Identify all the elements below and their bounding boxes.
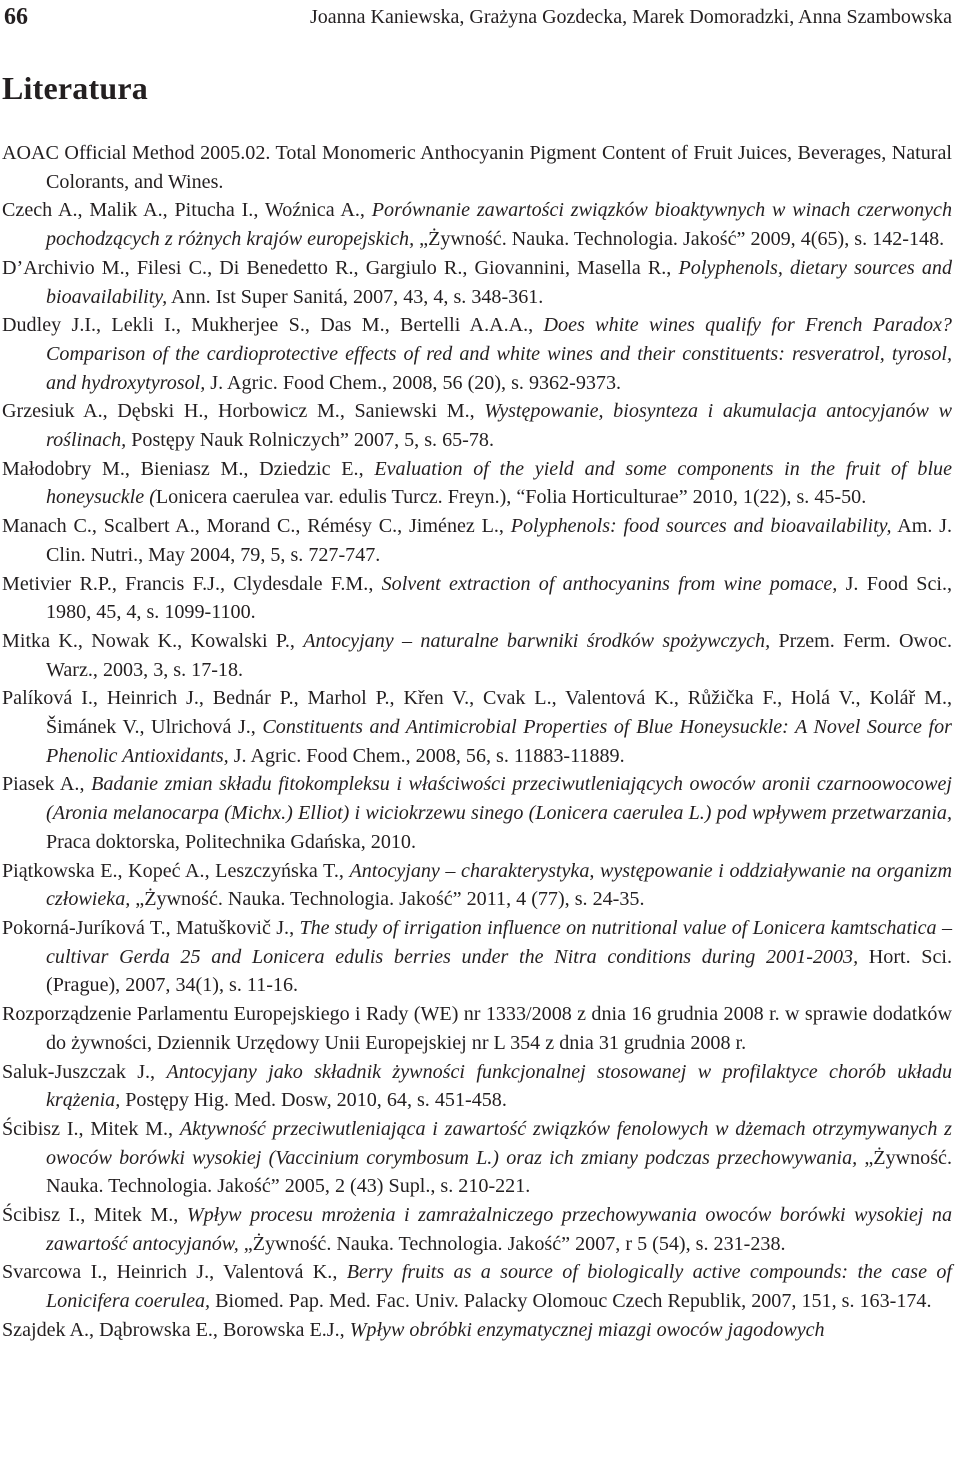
reference-authors: Saluk-Juszczak J., <box>2 1060 167 1083</box>
reference-title: Antocyjany – charakterystyka, występowanie i oddziaływanie na organizm człowieka, <box>46 859 952 911</box>
reference-item <box>2 254 952 311</box>
reference-title: Wpływ procesu mrożenia i zamrażalniczego przechowywania owoców borówki wysokiej na zawartość antocyjanów, <box>46 1204 952 1255</box>
reference-authors: Svarcowa I., Heinrich J., Valentová K., <box>2 1261 347 1284</box>
reference-title: Polyphenols, dietary sources and bioavailability, <box>46 256 953 308</box>
reference-authors: Małodobry M., Bieniasz M., Dziedzic E., <box>2 457 375 480</box>
reference-authors: Piątkowska E., Kopeć A., Leszczyńska T., <box>2 859 350 882</box>
reference-authors: Ścibisz I., Mitek M., <box>2 1204 187 1227</box>
reference-item <box>2 1316 952 1345</box>
reference-list <box>2 139 952 1345</box>
reference-source: „Żywność. Nauka. Technologia. Jakość” 2011, 4 (77), s. 24-35. <box>130 888 645 911</box>
reference-title: Badanie zmian składu fitokompleksu i właściwości przeciwutleniających owoców aronii czarnoowocowej (Aronia melanocarpa (Michx.) Elliot) i wiciokrzewu sinego (Lonicera caerulea L.) pod wpływem przetwarzania, <box>46 773 952 825</box>
reference-item <box>2 1201 952 1258</box>
reference-authors: Manach C., Scalbert A., Morand C., Rémésy C., Jiménez L., <box>2 515 511 538</box>
reference-title: Constituents and Antimicrobial Properties of Blue Honeysuckle: A Novel Source for Phenolic Antioxidants, <box>46 716 952 767</box>
reference-item <box>2 770 952 856</box>
reference-title: Wpływ obróbki enzymatycznej miazgi owoców jagodowych <box>349 1318 825 1341</box>
reference-title: Solvent extraction of anthocyanins from wine pomace, <box>381 572 838 595</box>
reference-item <box>2 139 952 196</box>
reference-source: Postępy Nauk Rolniczych” 2007, 5, s. 65-78. <box>126 429 494 452</box>
reference-title: Berry fruits as a source of biologically active compounds: the case of Lonicifera coerulea, <box>46 1261 952 1313</box>
reference-title: Evaluation of the yield and some components in the fruit of blue honeysuckle ( <box>46 457 952 509</box>
reference-item <box>2 196 952 253</box>
reference-item <box>2 570 952 627</box>
reference-title: Występowanie, biosynteza i akumulacja antocyjanów w roślinach, <box>46 400 952 452</box>
reference-title: Porównanie zawartości związków bioaktywnych w winach czerwonych pochodzących z różnych krajów europejskich, <box>46 199 953 251</box>
reference-title: Antocyjany – naturalne barwniki środków spożywczych, <box>303 629 771 652</box>
reference-title: Aktywność przeciwutleniająca i zawartość związków fenolowych w dżemach otrzymywanych z owoców borówki wysokiej (Vaccinium corymbosum L.) oraz ich zmiany podczas przechowywania, <box>46 1117 952 1169</box>
reference-source: Praca doktorska, Politechnika Gdańska, 2010. <box>46 830 416 853</box>
reference-authors: Pokorná-Juríková T., Matuškovič J., <box>2 916 300 939</box>
reference-authors: Metivier R.P., Francis F.J., Clydesdale F.M., <box>2 572 382 595</box>
reference-authors: Palíková I., Heinrich J., Bednár P., Marhol P., Křen V., Cvak L., Valentová K., Růžička F., Holá V., Kolář M., Šimánek V., Ulrichová J., <box>2 687 952 739</box>
reference-authors: Grzesiuk A., Dębski H., Horbowicz M., Saniewski M., <box>2 400 485 423</box>
reference-authors: Rozporządzenie Parlamentu Europejskiego i Rady (WE) nr 1333/2008 z dnia 16 grudnia 2008 r. w sprawie dodatków do żywności, Dziennik Urzędowy Unii Europejskiej nr L 354 z dnia 31 grudnia 2008 r. <box>2 1003 952 1054</box>
reference-source: J. Food Sci., 1980, 45, 4, s. 1099-1100. <box>46 572 952 624</box>
reference-item <box>2 1058 952 1115</box>
reference-source: Ann. Ist Super Sanitá, 2007, 43, 4, s. 348-361. <box>167 285 544 308</box>
reference-item <box>2 455 952 512</box>
reference-source: J. Agric. Food Chem., 2008, 56, s. 11883-11889. <box>228 744 625 767</box>
reference-title: The study of irrigation influence on nutritional value of Lonicera kamtschatica – cultivar Gerda 25 and Lonicera edulis berries under the Nitra conditions during 2001-2003, <box>46 916 952 968</box>
reference-item <box>2 1000 952 1057</box>
reference-authors: Piasek A., <box>2 773 92 796</box>
reference-title: Polyphenols: food sources and bioavailability, <box>510 515 892 538</box>
reference-authors: AOAC Official Method 2005.02. Total Monomeric Anthocyanin Pigment Content of Fruit Juices, Beverages, Natural Colorants, and Wines. <box>2 142 952 193</box>
page-number: 66 <box>4 4 28 30</box>
reference-item <box>2 512 952 569</box>
reference-source: Hort. Sci. (Prague), 2007, 34(1), s. 11-16. <box>46 945 952 997</box>
reference-source: J. Agric. Food Chem., 2008, 56 (20), s. 9362-9373. <box>205 371 622 394</box>
reference-item <box>2 914 952 1000</box>
reference-source: „Żywność. Nauka. Technologia. Jakość” 2005, 2 (43) Supl., s. 210-221. <box>46 1146 952 1198</box>
reference-item <box>2 311 952 397</box>
reference-item <box>2 684 952 770</box>
reference-authors: Czech A., Malik A., Pitucha I., Woźnica A., <box>2 199 372 222</box>
reference-source: Lonicera caerulea var. edulis Turcz. Freyn.), “Folia Horticulturae” 2010, 1(22), s. 45-50. <box>155 486 867 509</box>
reference-title: Antocyjany jako składnik żywności funkcjonalnej stosowanej w profilaktyce chorób układu krążenia, <box>46 1060 952 1112</box>
reference-source: Am. J. Clin. Nutri., May 2004, 79, 5, s. 727-747. <box>46 515 952 566</box>
reference-authors: Ścibisz I., Mitek M., <box>2 1117 180 1140</box>
reference-source: „Żywność. Nauka. Technologia. Jakość” 2009, 4(65), s. 142-148. <box>414 228 945 251</box>
reference-item <box>2 1115 952 1201</box>
reference-source: „Żywność. Nauka. Technologia. Jakość” 2007, r 5 (54), s. 231-238. <box>238 1232 786 1255</box>
reference-authors: Mitka K., Nowak K., Kowalski P., <box>2 629 304 652</box>
reference-item <box>2 627 952 684</box>
reference-authors: Szajdek A., Dąbrowska E., Borowska E.J., <box>2 1318 350 1341</box>
running-header <box>4 4 952 34</box>
reference-title: Does white wines qualify for French Paradox? Comparison of the cardioprotective effects of red and white wines and their constituents: resveratrol, tyrosol, and hydroxytyrosol, <box>46 314 952 394</box>
reference-source: Postępy Hig. Med. Dosw, 2010, 64, s. 451-458. <box>120 1089 507 1112</box>
reference-item <box>2 857 952 914</box>
reference-source: Przem. Ferm. Owoc. Warz., 2003, 3, s. 17-18. <box>46 629 952 681</box>
reference-authors: D’Archivio M., Filesi C., Di Benedetto R., Gargiulo R., Giovannini, Masella R., <box>2 256 679 279</box>
reference-source: Biomed. Pap. Med. Fac. Univ. Palacky Olomouc Czech Republik, 2007, 151, s. 163-174. <box>210 1290 932 1313</box>
reference-authors: Dudley J.I., Lekli I., Mukherjee S., Das M., Bertelli A.A.A., <box>2 314 544 337</box>
reference-item <box>2 1258 952 1315</box>
section-title: Literatura <box>2 70 148 106</box>
running-head-authors: Joanna Kaniewska, Grażyna Gozdecka, Marek Domoradzki, Anna Szambowska <box>309 6 952 28</box>
reference-item <box>2 397 952 454</box>
